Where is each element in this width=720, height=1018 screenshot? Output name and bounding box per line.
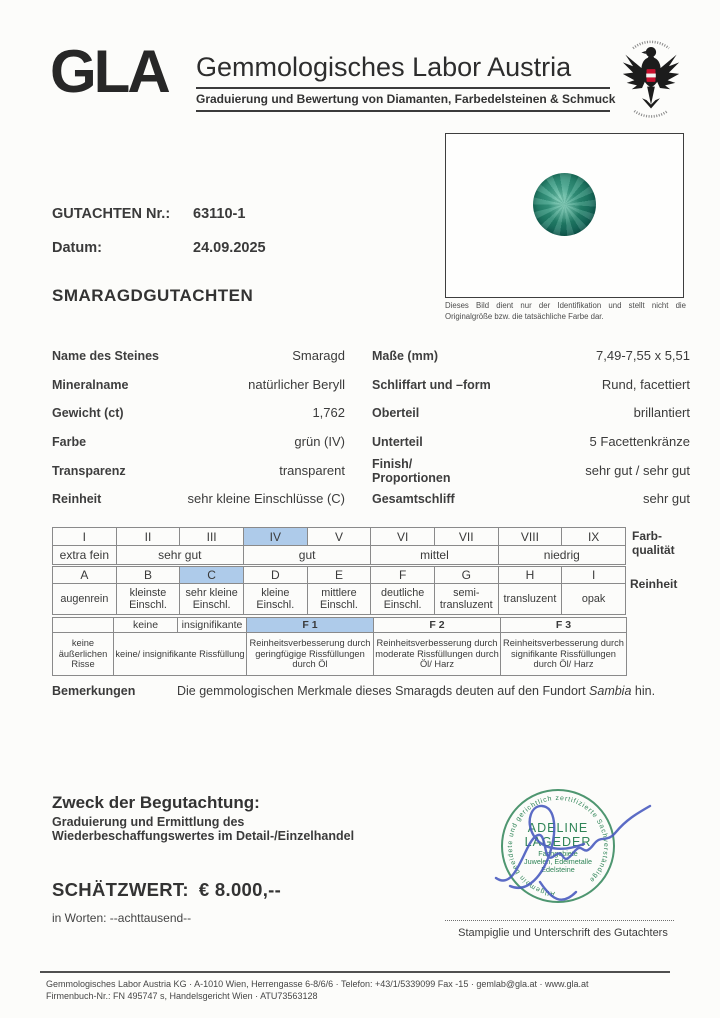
appraised-value-label: SCHÄTZWERT: xyxy=(52,879,189,900)
property-value: sehr kleine Einschlüsse (C) xyxy=(187,491,345,506)
property-row xyxy=(52,349,345,367)
property-label: Gesamtschliff xyxy=(372,492,455,506)
document-title: SMARAGDGUTACHTEN xyxy=(52,286,254,305)
color-group-cell: niedrig xyxy=(498,546,625,565)
clarity-desc-cell: augenrein xyxy=(53,584,117,615)
clarity-grade-table xyxy=(52,566,626,615)
property-value: brillantiert xyxy=(633,405,690,420)
property-row xyxy=(372,406,690,424)
property-value: 7,49-7,55 x 5,51 xyxy=(596,348,690,363)
footer-registry-line: Firmenbuch-Nr.: FN 495747 s, Handelsgericht Wien · ATU73563128 xyxy=(46,991,318,1001)
clarity-grade-cell: G xyxy=(434,567,498,584)
color-grade-cell-selected: IV xyxy=(243,528,307,546)
property-row xyxy=(372,349,690,367)
clarity-grade-cell: B xyxy=(116,567,180,584)
footer-rule xyxy=(40,971,670,973)
clarity-desc-row xyxy=(53,584,626,615)
color-grade-cell: VI xyxy=(371,528,435,546)
property-row xyxy=(372,457,690,485)
treatment-desc-cell: keine/ insignifikante Rissfüllung xyxy=(114,633,247,676)
color-group-cell: mittel xyxy=(371,546,498,565)
stamp-caption: Stampiglie und Unterschrift des Gutachters xyxy=(458,927,668,939)
color-grade-row xyxy=(53,528,626,546)
color-grade-cell: VII xyxy=(434,528,498,546)
treatment-table xyxy=(52,617,627,676)
property-value: transparent xyxy=(279,463,345,478)
clarity-desc-cell: semi-transluzent xyxy=(434,584,498,615)
property-label: Schliffart und –form xyxy=(372,378,491,392)
color-grade-cell: I xyxy=(53,528,117,546)
treatment-desc-cell: Reinheitsverbesserung durch signifikante Rissfüllungen durch Öl/ Harz xyxy=(501,633,627,676)
property-value: Rund, facettiert xyxy=(601,377,690,392)
remarks-text xyxy=(177,684,687,698)
appraised-value-amount: € 8.000,-- xyxy=(198,879,282,900)
property-value: sehr gut xyxy=(643,491,690,506)
clarity-grade-cell: I xyxy=(562,567,626,584)
property-label: Reinheit xyxy=(52,492,102,506)
value-in-words: in Worten: --achttausend-- xyxy=(52,911,192,925)
lab-subtitle: Graduierung und Bewertung von Diamanten, Farbedelsteinen & Schmuck xyxy=(196,92,616,106)
lab-title: Gemmologisches Labor Austria xyxy=(196,52,572,82)
stamp-field-line2: Edelsteine xyxy=(541,865,575,874)
photo-disclaimer: Dieses Bild dient nur der Identifikation und stellt nicht die Originalgröße bzw. die tatsächliche Farbe dar. xyxy=(445,301,686,321)
date-value: 24.09.2025 xyxy=(193,240,266,256)
clarity-grade-row xyxy=(53,567,626,584)
color-group-cell: extra fein xyxy=(53,546,117,565)
stamp-ring-text: Allgemein beeidete und gerichtlich zertifizierte Sachverständige xyxy=(506,794,610,897)
austrian-eagle-icon xyxy=(619,40,683,118)
property-value: natürlicher Beryll xyxy=(248,377,345,392)
color-grade-cell: III xyxy=(180,528,244,546)
property-row xyxy=(52,464,345,482)
clarity-grade-cell: A xyxy=(53,567,117,584)
property-label: Name des Steines xyxy=(52,349,159,363)
title-rule xyxy=(196,87,610,89)
clarity-grade-cell: F xyxy=(371,567,435,584)
property-row xyxy=(52,406,345,424)
treatment-header-cell: F 2 xyxy=(374,618,501,633)
clarity-grade-cell: H xyxy=(498,567,562,584)
clarity-desc-cell: kleine Einschl. xyxy=(243,584,307,615)
property-row xyxy=(52,378,345,396)
treatment-header-cell: insignifikante xyxy=(178,618,247,633)
clarity-desc-cell: kleinste Einschl. xyxy=(116,584,180,615)
stamp-divider xyxy=(445,920,674,921)
property-row xyxy=(372,492,690,510)
gla-logo: GLA xyxy=(50,38,168,105)
gem-image xyxy=(533,173,596,236)
property-row xyxy=(372,435,690,453)
stamp-field-line1: Juwelen, Edelmetalle xyxy=(524,857,592,866)
color-grade-cell: II xyxy=(116,528,180,546)
color-grade-cell: IX xyxy=(562,528,626,546)
subtitle-rule xyxy=(196,110,610,112)
expert-first-name: ADELINE xyxy=(527,821,589,835)
property-label: Oberteil xyxy=(372,406,420,420)
purpose-line2: Wiederbeschaffungswertes im Detail-/Einzelhandel xyxy=(52,829,355,843)
property-row xyxy=(52,492,345,510)
clarity-grade-cell-selected: C xyxy=(180,567,244,584)
treatment-header-cell-selected: F 1 xyxy=(247,618,374,633)
property-label: Farbe xyxy=(52,435,87,449)
property-label: Mineralname xyxy=(52,378,129,392)
clarity-desc-cell: deutliche Einschl. xyxy=(371,584,435,615)
remarks-text-after: hin. xyxy=(631,684,656,698)
clarity-side-label: Reinheit xyxy=(630,577,678,591)
treatment-header-cell xyxy=(53,618,114,633)
gem-photo-frame xyxy=(445,133,684,298)
treatment-header-cell: keine xyxy=(114,618,178,633)
property-label: Transparenz xyxy=(52,464,126,478)
treatment-desc-cell: keine äußerlichen Risse xyxy=(53,633,114,676)
property-label: Unterteil xyxy=(372,435,423,449)
purpose-heading: Zweck der Begutachtung: xyxy=(52,793,260,812)
property-value: Smaragd xyxy=(292,348,345,363)
property-label: Finish/ Proportionen xyxy=(372,457,451,485)
certificate-number: 63110-1 xyxy=(193,206,246,222)
color-quality-side-label: Farb-qualität xyxy=(632,529,675,557)
color-group-cell: gut xyxy=(243,546,370,565)
property-label: Maße (mm) xyxy=(372,349,438,363)
property-row xyxy=(372,378,690,396)
remarks-text-before: Die gemmologischen Merkmale dieses Smaragds deuten auf den Fundort xyxy=(177,684,590,698)
color-grade-cell: V xyxy=(307,528,371,546)
clarity-desc-cell: transluzent xyxy=(498,584,562,615)
treatment-desc-cell: Reinheitsverbesserung durch geringfügige Rissfüllungen durch Öl xyxy=(247,633,374,676)
clarity-desc-cell: opak xyxy=(562,584,626,615)
treatment-header-cell: F 3 xyxy=(501,618,627,633)
clarity-desc-cell: mittlere Einschl. xyxy=(307,584,371,615)
treatment-desc-row xyxy=(53,633,627,676)
remarks-label: Bemerkungen xyxy=(52,684,136,698)
property-label: Gewicht (ct) xyxy=(52,406,124,420)
color-grade-table xyxy=(52,527,626,565)
remarks-origin: Sambia xyxy=(589,684,632,698)
appraised-value-line xyxy=(52,879,281,901)
clarity-grade-cell: E xyxy=(307,567,371,584)
expert-last-name: LAGEDER xyxy=(524,835,592,849)
property-value: 5 Facettenkränze xyxy=(589,434,690,449)
date-label: Datum: xyxy=(52,240,102,256)
stamp-field-label: Fachgebiete xyxy=(538,849,578,858)
purpose-line1: Graduierung und Ermittlung des xyxy=(52,815,245,829)
property-value: grün (IV) xyxy=(294,434,345,449)
treatment-desc-cell: Reinheitsverbesserung durch moderate Rissfüllungen durch Öl/ Harz xyxy=(374,633,501,676)
property-row xyxy=(52,435,345,453)
clarity-desc-cell: sehr kleine Einschl. xyxy=(180,584,244,615)
footer-contact-line: Gemmologisches Labor Austria KG · A-1010 Wien, Herrengasse 6-8/6/6 · Telefon: +43/1/5339099 Fax -15 · gemlab@gla.at · www.gla.at xyxy=(46,979,589,989)
color-grade-cell: VIII xyxy=(498,528,562,546)
color-group-cell: sehr gut xyxy=(116,546,243,565)
color-group-row xyxy=(53,546,626,565)
certificate-number-label: GUTACHTEN Nr.: xyxy=(52,206,171,222)
property-value: sehr gut / sehr gut xyxy=(585,463,690,478)
treatment-header-row xyxy=(53,618,627,633)
property-value: 1,762 xyxy=(312,405,345,420)
clarity-grade-cell: D xyxy=(243,567,307,584)
